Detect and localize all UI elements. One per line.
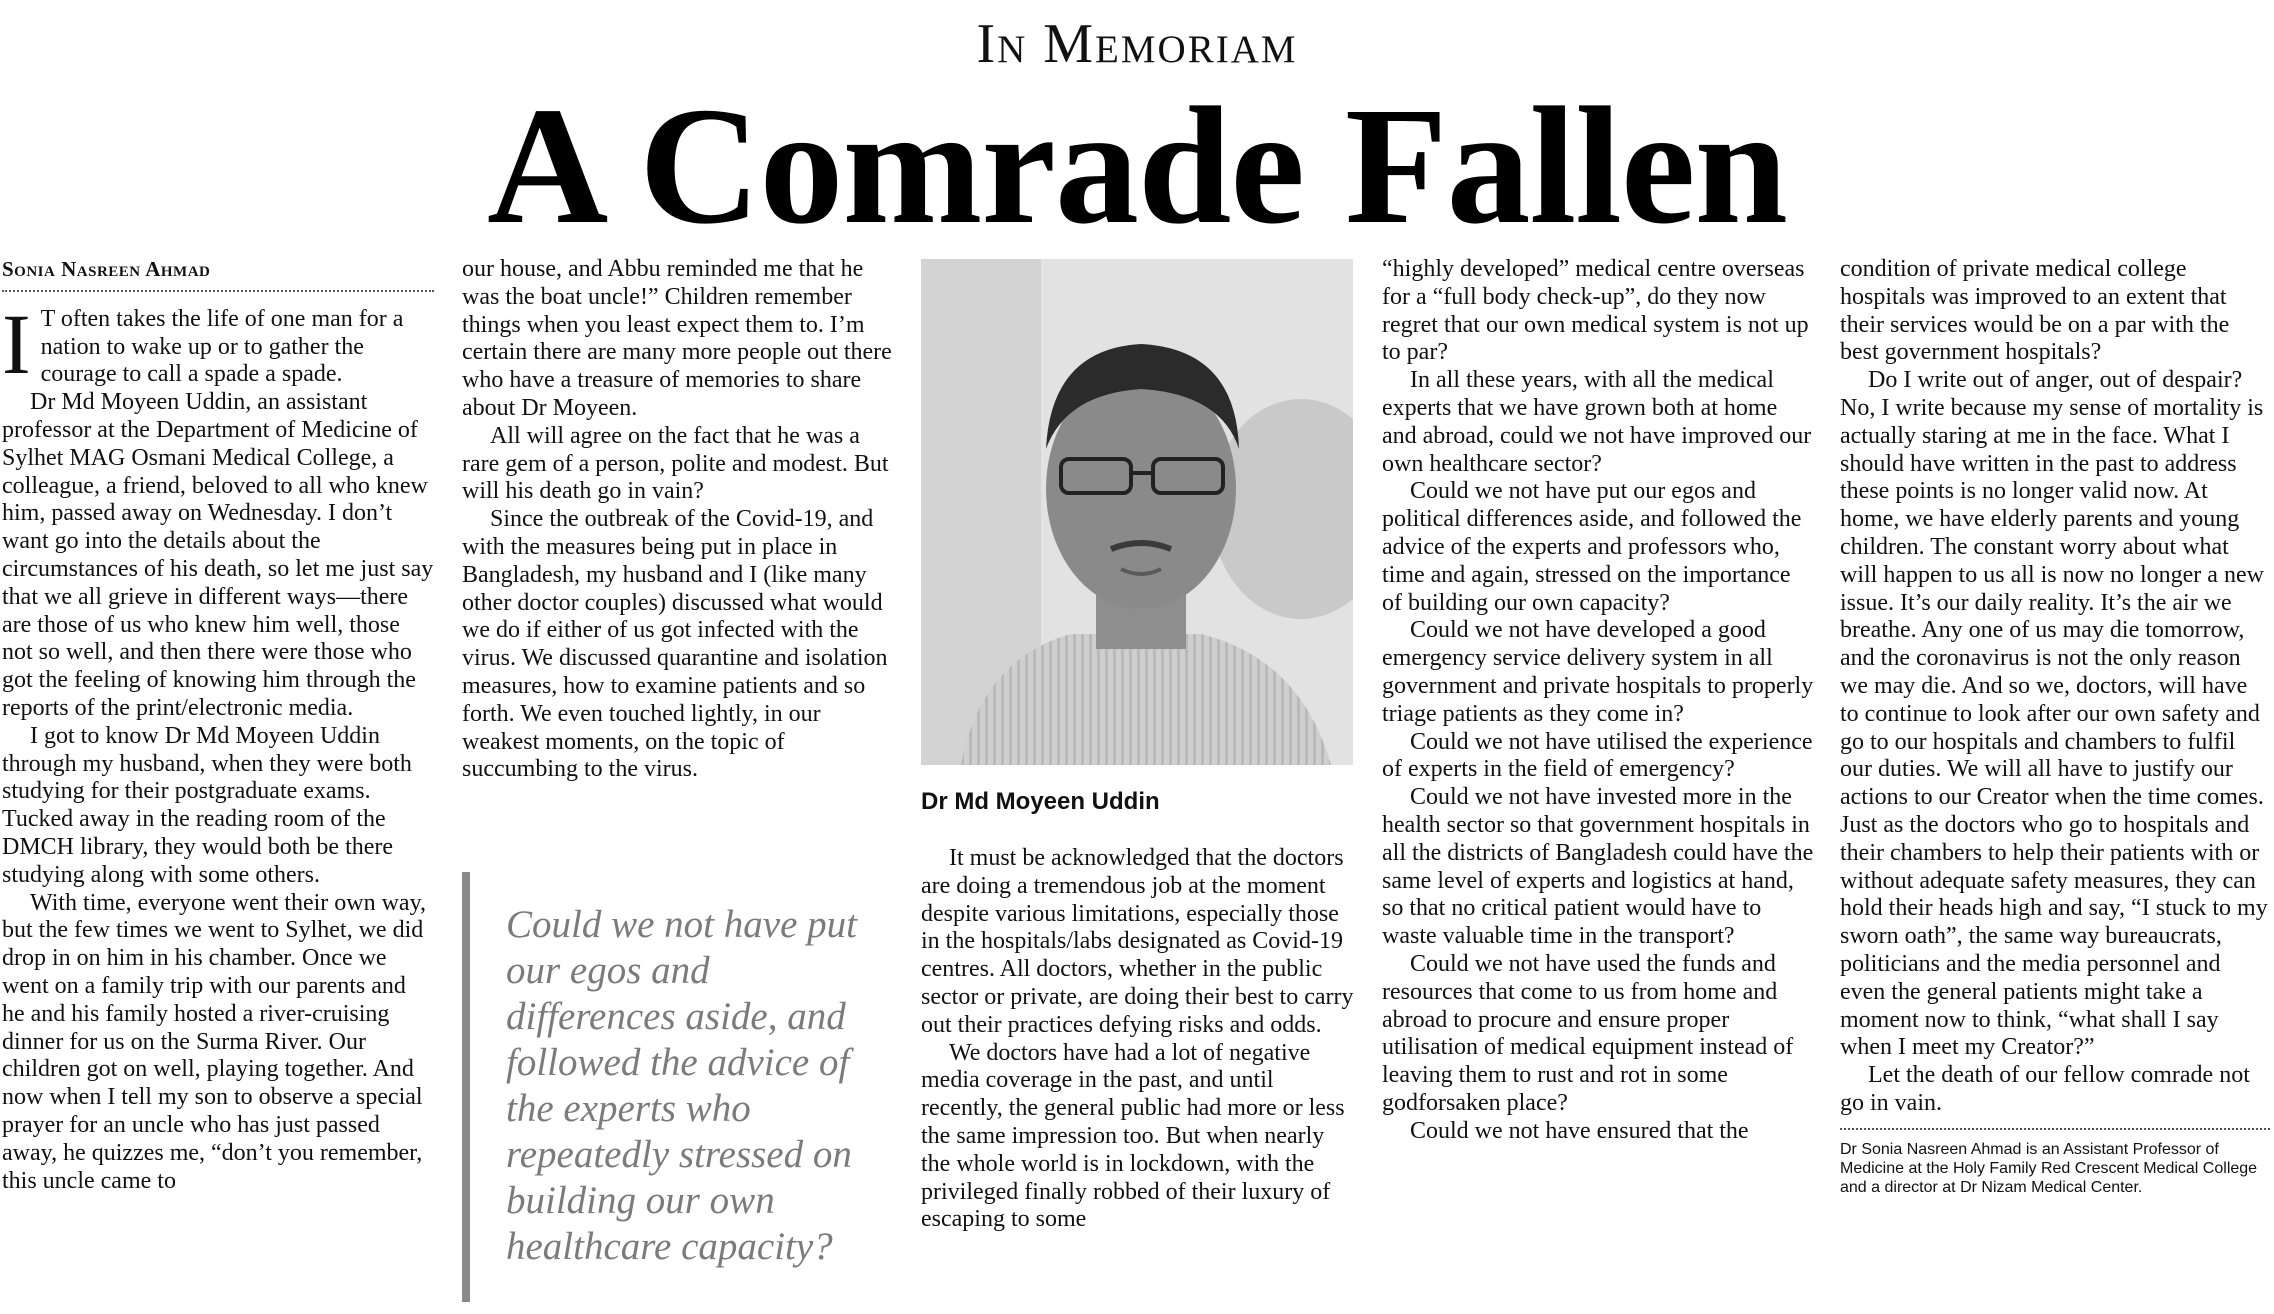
paragraph: Could we not have developed a good emergency service delivery system in all government and private hospitals to properly triage patients as they come in? (1382, 617, 1814, 727)
paragraph: Could we not have put our egos and political differences aside, and followed the advice of the experts and professors who, time and again, stressed on the importance of building our own capacity? (1382, 478, 1802, 616)
paragraph: Could we not have utilised the experience of experts in the field of emergency? (1382, 728, 1813, 783)
paragraph: I T often takes the life of one man for a nation to wake up or to gather the courage to call a spade a spade. (2, 295, 404, 392)
paragraph: All will agree on the fact that he was a rare gem of a person, polite and modest. But will his death go in vain? (462, 422, 889, 505)
paragraph: Could we not have invested more in the health sector so that government hospitals in all the districts of Bangladesh could have the same level of experts and logistics at hand, so that no critical patient would have to waste valuable time in the transport? (1382, 784, 1814, 950)
article-column-3 (921, 845, 1357, 1314)
paragraph: our house, and Abbu reminded me that he was the boat uncle!” Children remember things when you least expect them to. I’m certain there are many more people out there who have a treasure of memories to share about Dr Moyeen. (462, 256, 892, 421)
paragraph: Dr Md Moyeen Uddin, an assistant professor at the Department of Medicine of Sylhet MAG Osmani Medical College, a colleague, a friend, beloved to all who knew him, passed away on Wednesday. I don’t want go into the details about the circumstances of his death, so let me just say that we all grieve in different ways—there are those of us who knew him well, those not so well, and then there were those who got the feeling of knowing him through the reports of the print/electronic media. (2, 389, 434, 721)
article-column-1 (2, 256, 434, 1314)
paragraph: Let the death of our fellow comrade not go in vain. (1840, 1062, 2250, 1116)
pull-quote-text: Could we not have put our egos and differences aside, and followed the advice of the experts who repeatedly stressed on building our own healthcare capacity? (506, 903, 857, 1268)
section-kicker: In Memoriam (976, 13, 1298, 75)
paragraph: “highly developed” medical centre overseas for a “full body check-up”, do they now regret that our own medical system is not up to par? (1382, 256, 1809, 366)
headline: A Comrade Fallen (487, 73, 1787, 259)
paragraph: Do I write out of anger, out of despair? No, I write because my sense of mortality is actually staring at me in the face. What I should have written in the past to address these points is no longer valid now. At home, we have elderly parents and young children. The constant worry about what will happen to us all is now no longer a new issue. It’s our daily reality. It’s the air we breathe. Any one of us may die tomorrow, and the coronavirus is not the only reason we may die. And so we, doctors, will have to continue to look after our own safety and go to our hospitals and chambers to fulfil our duties. We will all have to justify our actions to our Creator when the time comes. Just as the doctors who go to hospitals and their chambers to help their patients with or without adequate safety measures, they can hold their heads high and say, “I stuck to my sworn oath”, the same way bureaucrats, politicians and the media personnel and even the general patients might take a moment now to think, “what shall I say when I meet my Creator?” (1840, 367, 2268, 1061)
article-column-2 (462, 256, 898, 856)
article-column-5 (1840, 256, 2270, 1314)
paragraph: Could we not have used the funds and resources that come to us from home and abroad to procure and ensure proper utilisation of medical equipment instead of leaving them to rust and rot in some godforsaken place? (1382, 950, 1794, 1116)
drop-cap: I (2, 295, 31, 392)
paragraph: Could we not have ensured that the (1410, 1117, 1749, 1144)
paragraph: With time, everyone went their own way, but the few times we went to Sylhet, we did drop in on him in his chamber. Once we went on a family trip with our parents and he and his family hosted a river-cruising dinner for us on the Surma River. Our children got on well, playing together. And now when I tell my son to observe a special prayer for an uncle who has just passed away, he quizzes me, “don’t you remember, this uncle came to (2, 889, 427, 1194)
author-bio: Dr Sonia Nasreen Ahmad is an Assistant Professor of Medicine at the Holy Family Red Crescent Medical College and a director at Dr Nizam Medical Center. (1840, 1128, 2270, 1197)
paragraph: Since the outbreak of the Covid-19, and with the measures being put in place in Bangladesh, my husband and I (like many other doctor couples) discussed what would we do if either of us got infected with the virus. We discussed quarantine and isolation measures, how to examine patients and so forth. We even touched lightly, in our weakest moments, on the topic of succumbing to the virus. (462, 506, 888, 783)
article-column-4 (1382, 256, 1814, 1314)
paragraph: We doctors have had a lot of negative media coverage in the past, and until recently, the general public had more or less the same impression too. But when nearly the whole world is in lockdown, with the privileged finally robbed of their luxury of escaping to some (921, 1039, 1345, 1233)
paragraph: It must be acknowledged that the doctors are doing a tremendous job at the moment despite various limitations, especially those in the hospitals/labs designated as Covid-19 centres. All doctors, whether in the public sector or private, are doing their best to carry out their practices defying risks and odds. (921, 845, 1354, 1038)
portrait-photo-icon (921, 259, 1353, 765)
byline: Sonia Nasreen Ahmad (2, 256, 434, 292)
paragraph: condition of private medical college hospitals was improved to an extent that their services would be on a par with the best government hospitals? (1840, 256, 2230, 366)
paragraph: I got to know Dr Md Moyeen Uddin through my husband, when they were both studying for their postgraduate exams. Tucked away in the reading room of the DMCH library, they would both be there studying along with some others. (2, 722, 412, 888)
portrait-photo (921, 259, 1353, 765)
paragraph: In all these years, with all the medical experts that we have grown both at home and abroad, could we not have improved our own healthcare sector? (1382, 367, 1812, 477)
photo-caption: Dr Md Moyeen Uddin (921, 788, 1160, 815)
pull-quote (462, 872, 882, 1302)
